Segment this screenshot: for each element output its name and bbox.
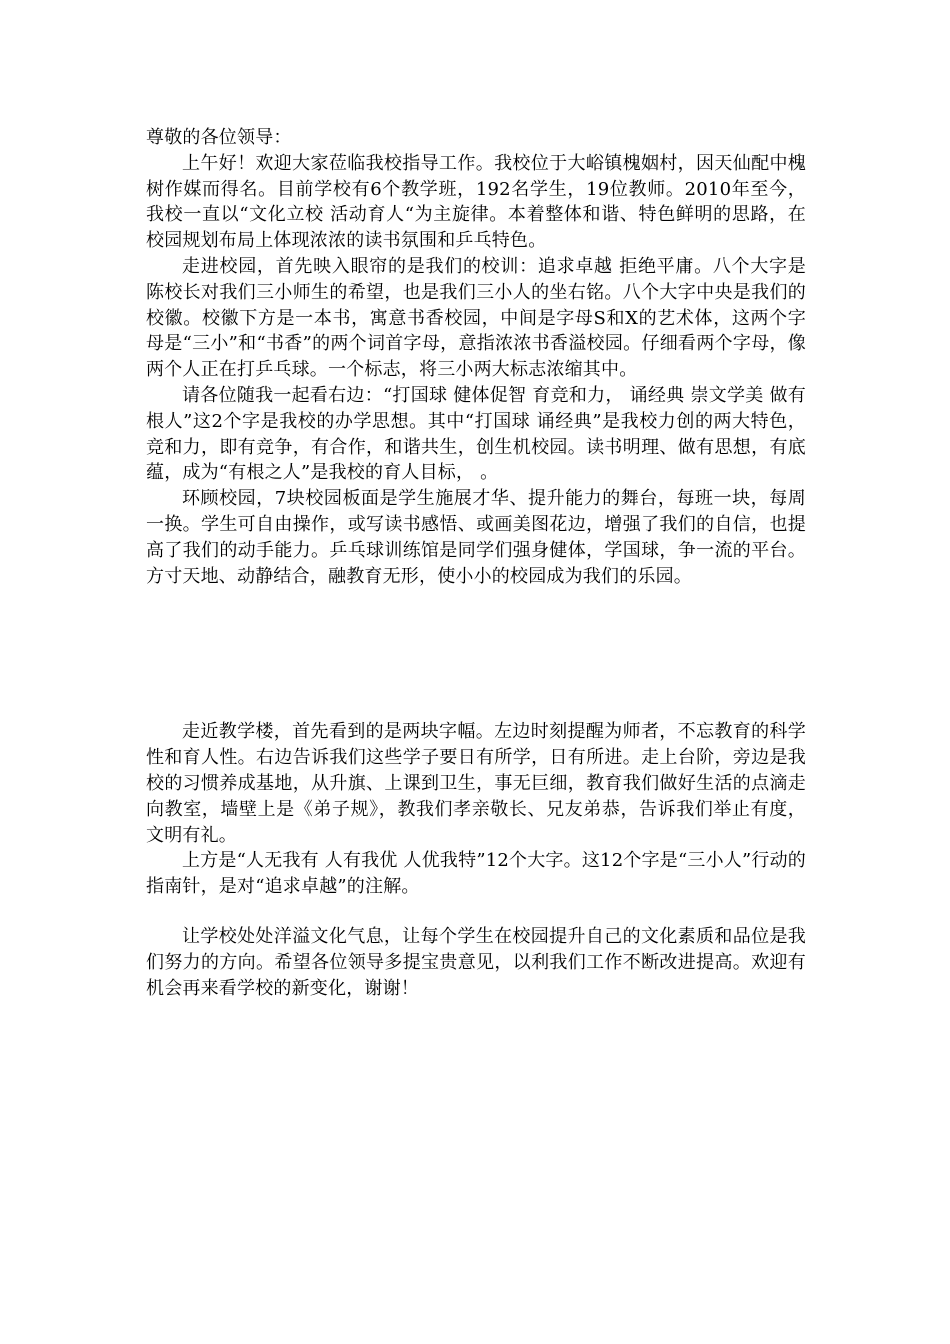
paragraph-school-motto: 走进校园，首先映入眼帘的是我们的校训：追求卓越 拒绝平庸。八个大字是陈校长对我们三小师生的希望，也是我们三小人的坐右铭。八个大字中央是我们的校徽。校徽下方是一本书，寓意书香校园，中间是字母S和X的艺术体，这两个字母是“三小”和“书香”的两个词首字母，意指浓浓书香溢校园。仔细看两个字母，像两个人正在打乒乓球。一个标志，将三小两大标志浓缩其中。 — [146, 255, 806, 381]
document-body — [146, 125, 806, 1001]
blank-gap — [146, 900, 806, 924]
paragraph-welcome: 上午好！欢迎大家莅临我校指导工作。我校位于大峪镇槐姻村，因天仙配中槐树作媒而得名。目前学校有6个教学班，192名学生，19位教师。2010年至今，我校一直以“文化立校 活动育人“为主旋律。本着整体和谐、特色鲜明的思路，在校园规划布局上体现浓浓的读书氛围和乒乓特色。 — [146, 152, 806, 252]
paragraph-teaching-building: 走近教学楼，首先看到的是两块字幅。左边时刻提醒为师者，不忘教育的科学性和育人性。右边告诉我们这些学子要日有所学，日有所进。走上台阶，旁边是我校的习惯养成基地，从升旗、上课到卫生，事无巨细，教育我们做好生活的点滴走向教室，墙壁上是《弟子规》，教我们孝亲敬长、兄友弟恭，告诉我们举止有度，文明有礼。 — [146, 721, 806, 846]
paragraph-twelve-characters: 上方是“人无我有 人有我优 人优我特”12个大字。这12个字是“三小人”行动的指南针，是对“追求卓越”的注解。 — [146, 850, 806, 898]
paragraph-closing: 让学校处处洋溢文化气息，让每个学生在校园提升自己的文化素质和品位是我们努力的方向。希望各位领导多提宝贵意见，以利我们工作不断改进提高。欢迎有机会再来看学校的新变化，谢谢！ — [146, 925, 806, 999]
blank-gap — [146, 589, 806, 719]
paragraph-campus-boards: 环顾校园，7块校园板面是学生施展才华、提升能力的舞台，每班一块，每周一换。学生可自由操作，或写读书感悟、或画美图花边，增强了我们的自信，也提高了我们的动手能力。乒乓球训练馆是同学们强身健体，学国球，争一流的平台。方寸天地、动静结合，融教育无形，使小小的校园成为我们的乐园。 — [146, 488, 806, 587]
paragraph-school-philosophy: 请各位随我一起看右边：“打国球 健体促智 育竞和力， 诵经典 崇文学美 做有根人”这2个字是我校的办学思想。其中“打国球 诵经典”是我校力创的两大特色，竞和力，即有竞争，有合作，和谐共生，创生机校园。读书明理、做有思想，有底蕴，成为“有根之人”是我校的育人目标， 。 — [146, 384, 806, 484]
salutation: 尊敬的各位领导： — [146, 127, 292, 148]
